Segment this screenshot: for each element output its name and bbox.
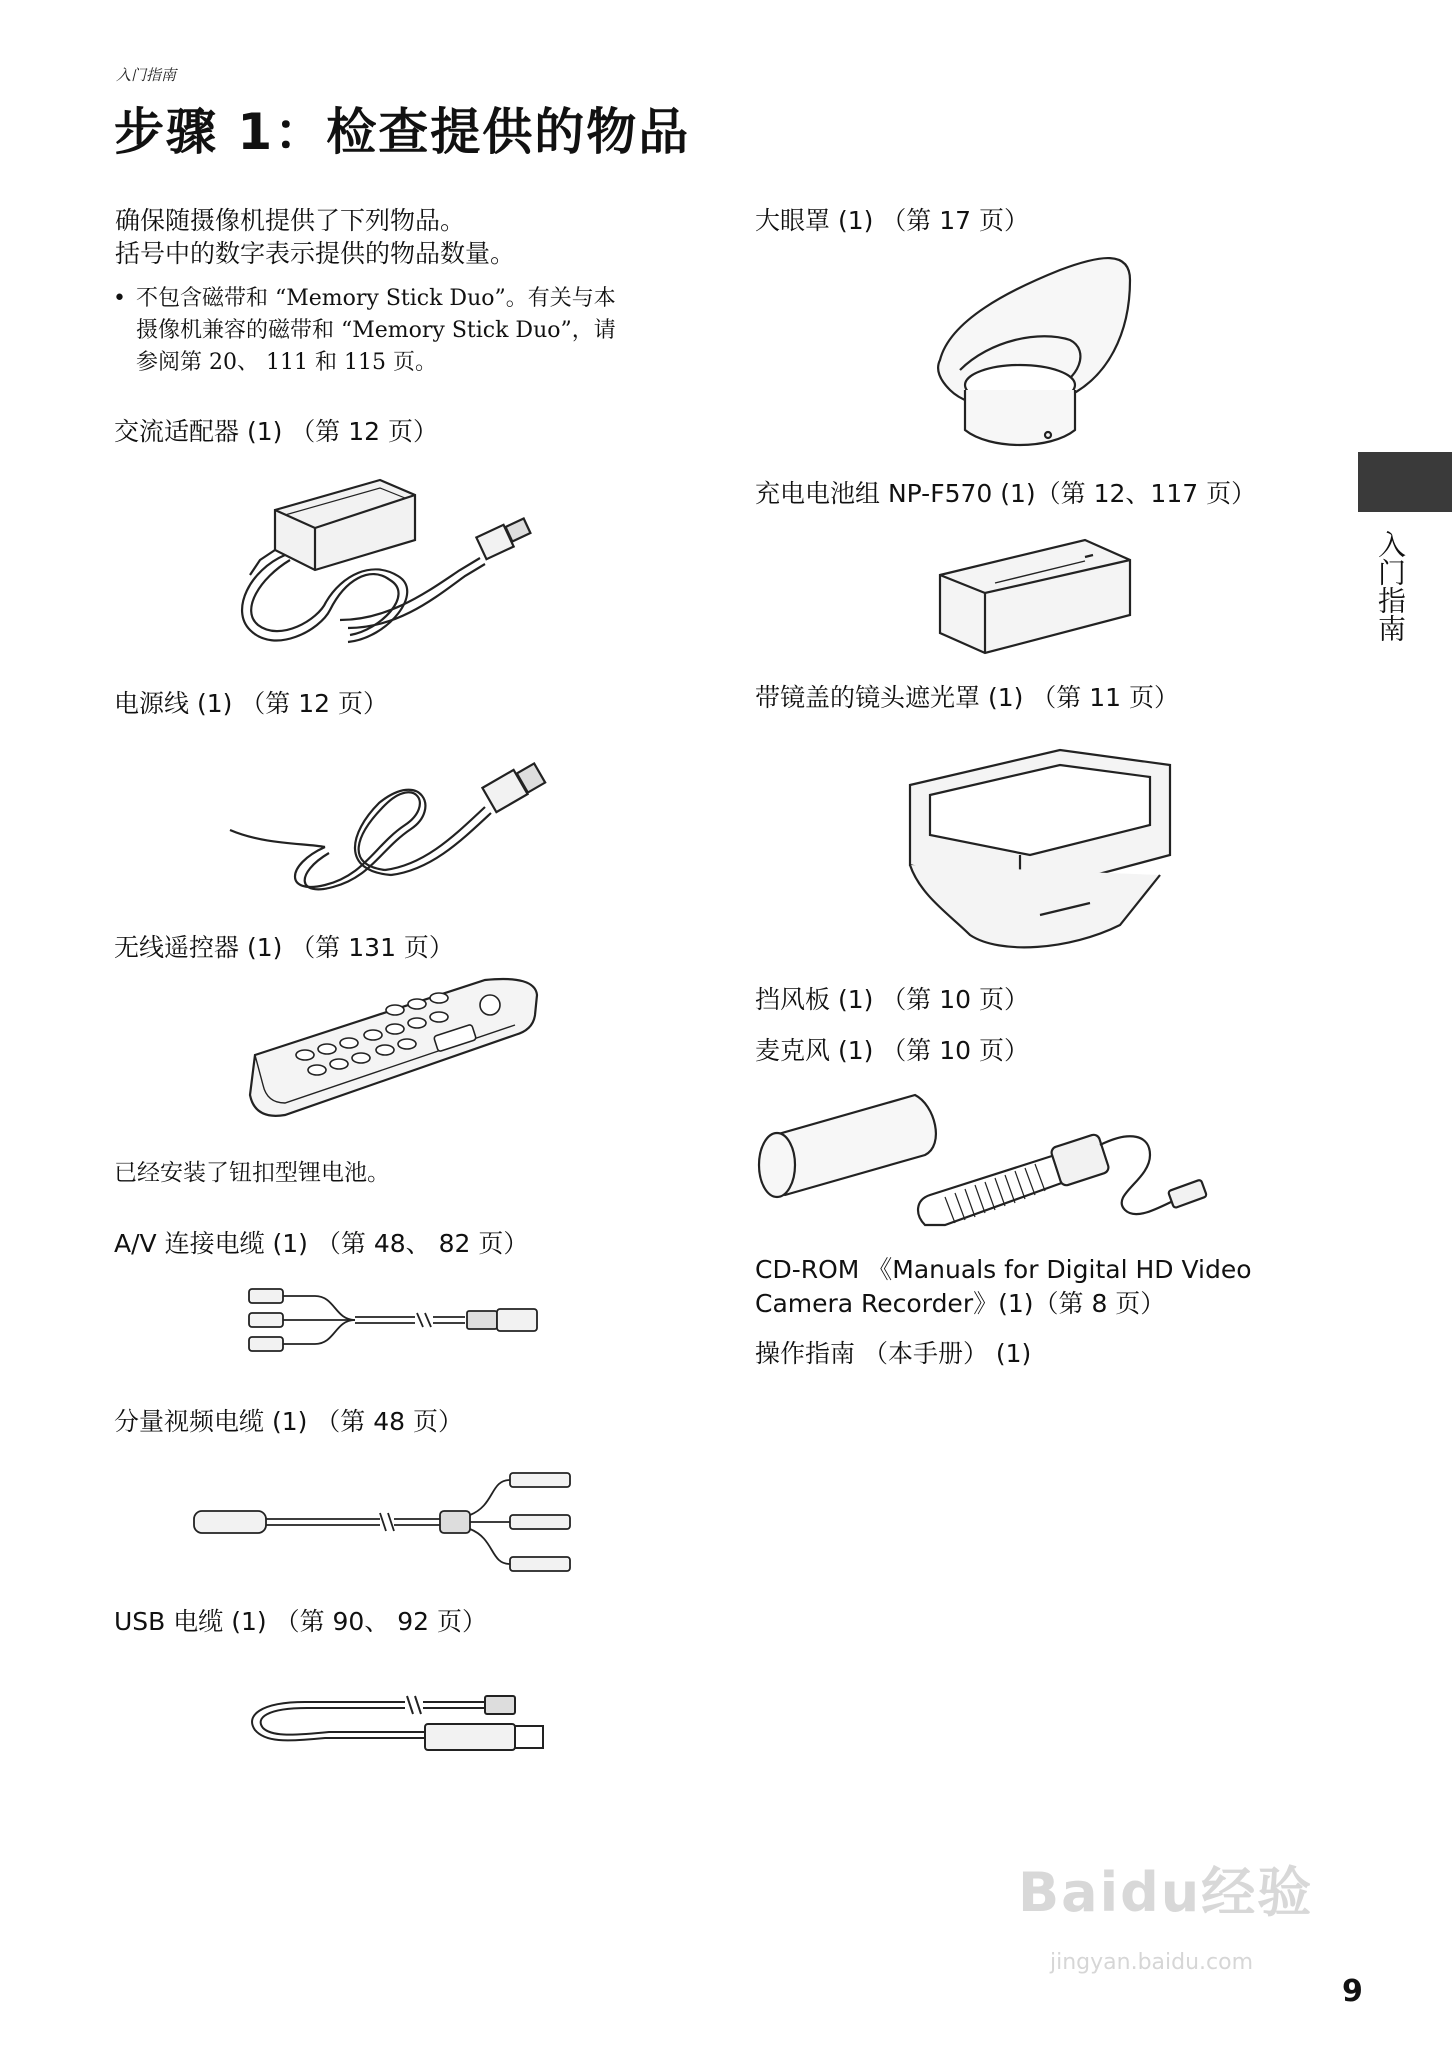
item-component-cable: 分量视频电缆 (1) （第 48 页） (114, 1407, 464, 1436)
item-remote: 无线遥控器 (1) （第 131 页） (114, 933, 454, 962)
note-line-1: 不包含磁带和 “Memory Stick Duo”。有关与本 (136, 286, 616, 311)
component-cable-illustration (190, 1465, 600, 1580)
note-bullet: • (113, 286, 126, 311)
item-av-cable: A/V 连接电缆 (1) （第 48、 82 页） (114, 1229, 529, 1258)
item-ac-adaptor: 交流适配器 (1) （第 12 页） (114, 417, 439, 446)
item-battery: 充电电池组 NP-F570 (1)（第 12、117 页） (755, 479, 1257, 508)
page-title: 步骤 1：检查提供的物品 (114, 103, 691, 161)
ac-adaptor-illustration (230, 470, 570, 670)
section-label: 入门指南 (116, 66, 177, 84)
remote-control-illustration (245, 975, 545, 1120)
note-line-2: 摄像机兼容的磁带和 “Memory Stick Duo”，请 (136, 318, 616, 343)
item-wind-screen: 挡风板 (1) （第 10 页） (755, 985, 1030, 1014)
item-eyecup: 大眼罩 (1) （第 17 页） (755, 206, 1030, 235)
intro-line-2: 括号中的数字表示提供的物品数量。 (115, 239, 516, 268)
battery-illustration (935, 535, 1135, 660)
item-usb-cable: USB 电缆 (1) （第 90、 92 页） (114, 1607, 488, 1636)
microphone-illustration (755, 1085, 1215, 1235)
av-cable-illustration (245, 1283, 550, 1363)
lens-hood-illustration (890, 745, 1180, 955)
watermark-logo: Baidu经验 (1018, 1861, 1314, 1924)
side-tab-marker (1358, 452, 1452, 512)
note-line-3: 参阅第 20、 111 和 115 页。 (136, 350, 437, 375)
remote-note: 已经安装了钮扣型锂电池。 (114, 1160, 390, 1186)
page-number: 9 (1342, 1974, 1363, 2009)
item-power-cord: 电源线 (1) （第 12 页） (114, 689, 389, 718)
item-cdrom-line-2: Camera Recorder》(1)（第 8 页） (755, 1289, 1166, 1318)
power-cord-illustration (225, 735, 575, 895)
intro-line-1: 确保随摄像机提供了下列物品。 (115, 206, 466, 235)
watermark-url: jingyan.baidu.com (1050, 1950, 1254, 1975)
item-microphone: 麦克风 (1) （第 10 页） (755, 1036, 1030, 1065)
side-tab-label: 入门指南 (1374, 530, 1407, 642)
eyecup-illustration (930, 250, 1135, 450)
item-lens-hood: 带镜盖的镜头遮光罩 (1) （第 11 页） (755, 683, 1180, 712)
item-cdrom-line-1: CD-ROM 《Manuals for Digital HD Video (755, 1255, 1252, 1284)
item-manual: 操作指南 （本手册） (1) (755, 1339, 1032, 1368)
usb-cable-illustration (245, 1680, 550, 1780)
